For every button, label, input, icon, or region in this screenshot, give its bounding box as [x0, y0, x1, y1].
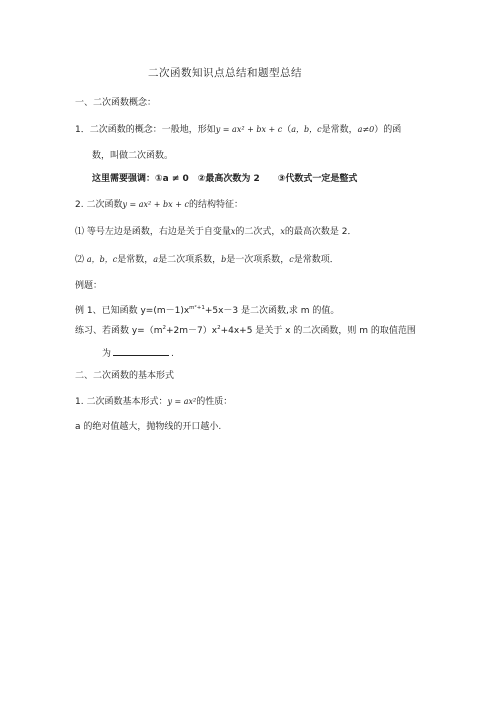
structure-prefix: 2. 二次函数 [75, 200, 123, 210]
feature2-t2: 是二次项系数， [158, 255, 222, 265]
doc-title: 二次函数知识点总结和题型总结 [148, 67, 302, 79]
feature1-middle: 的二次式， [235, 227, 281, 237]
feature2-b: b [221, 255, 227, 264]
basic-form-prefix: 1. 二次函数基本形式： [75, 397, 168, 407]
practice-sup-1: 2 [162, 325, 166, 331]
feature-1 [75, 226, 357, 238]
example1-suffix: +5x－3 是二次函数,求 m 的值。 [204, 306, 340, 316]
example-1 [75, 305, 339, 317]
concept-line-2: 数，叫做二次函数。 [92, 151, 174, 161]
concept-condition: a≠0 [357, 125, 375, 134]
section-heading-basic: 二、二次函数的基本形式 [75, 371, 175, 381]
practice-line [75, 325, 416, 337]
concept-vars: a，b，c [291, 125, 322, 134]
feature1-var-x: x [230, 227, 236, 236]
feature1-var-x2: x [280, 227, 285, 236]
feature2-vars: a，b，c [86, 255, 118, 264]
practice-line2-prefix: 为 [102, 349, 112, 359]
example-heading: 例题： [75, 281, 103, 291]
practice-line-2 [102, 346, 174, 360]
practice-line2-suffix: . [171, 349, 174, 359]
concept-suffix: ）的函 [374, 125, 402, 135]
practice-suffix: +4x+5 是关于 x 的二次函数，则 m 的取值范围 [220, 326, 416, 336]
property-line: a 的绝对值越大，抛物线的开口越小. [75, 422, 222, 432]
feature1-prefix: ⑴ 等号左边是函数，右边是关于自变量 [75, 227, 231, 237]
feature1-suffix: 的最高次数是 2． [284, 227, 357, 237]
section-heading-concept: 一、二次函数概念： [75, 98, 157, 108]
basic-form-formula: y = ax² [167, 397, 197, 406]
concept-prefix: 1．二次函数的概念：一般地，形如 [75, 125, 216, 135]
feature2-c: c [289, 255, 294, 264]
example1-prefix: 例 1、已知函数 y=(m－1)x [75, 306, 190, 316]
basic-form-suffix: 的性质： [196, 397, 233, 407]
structure-line [75, 199, 243, 211]
concept-middle: 是常数， [321, 125, 358, 135]
structure-suffix: 的结构特征： [188, 200, 243, 210]
emphasis-note: 这里需要强调：①a ≠ 0 ②最高次数为 2 ③代数式一定是整式 [92, 174, 358, 184]
feature-2 [75, 254, 339, 266]
concept-line [75, 124, 401, 136]
feature2-t3: 是一次项系数， [226, 255, 290, 265]
concept-formula: y = ax² + bx + c [215, 125, 283, 134]
practice-sup-2: 2 [217, 325, 221, 331]
feature2-t1: 是常数， [117, 255, 154, 265]
practice-middle: +2m－7）x [166, 326, 218, 336]
concept-paren: （ [282, 125, 292, 135]
practice-prefix: 练习、若函数 y=（m [75, 326, 163, 336]
example1-exponent: m²+1 [189, 305, 205, 311]
structure-formula: y = ax² + bx + c [122, 200, 189, 209]
feature2-t4: 是常数项． [293, 255, 339, 265]
basic-form-line [75, 396, 232, 408]
feature2-prefix: ⑵ [75, 255, 85, 265]
feature2-a: a [153, 255, 159, 264]
answer-blank[interactable] [113, 346, 169, 356]
